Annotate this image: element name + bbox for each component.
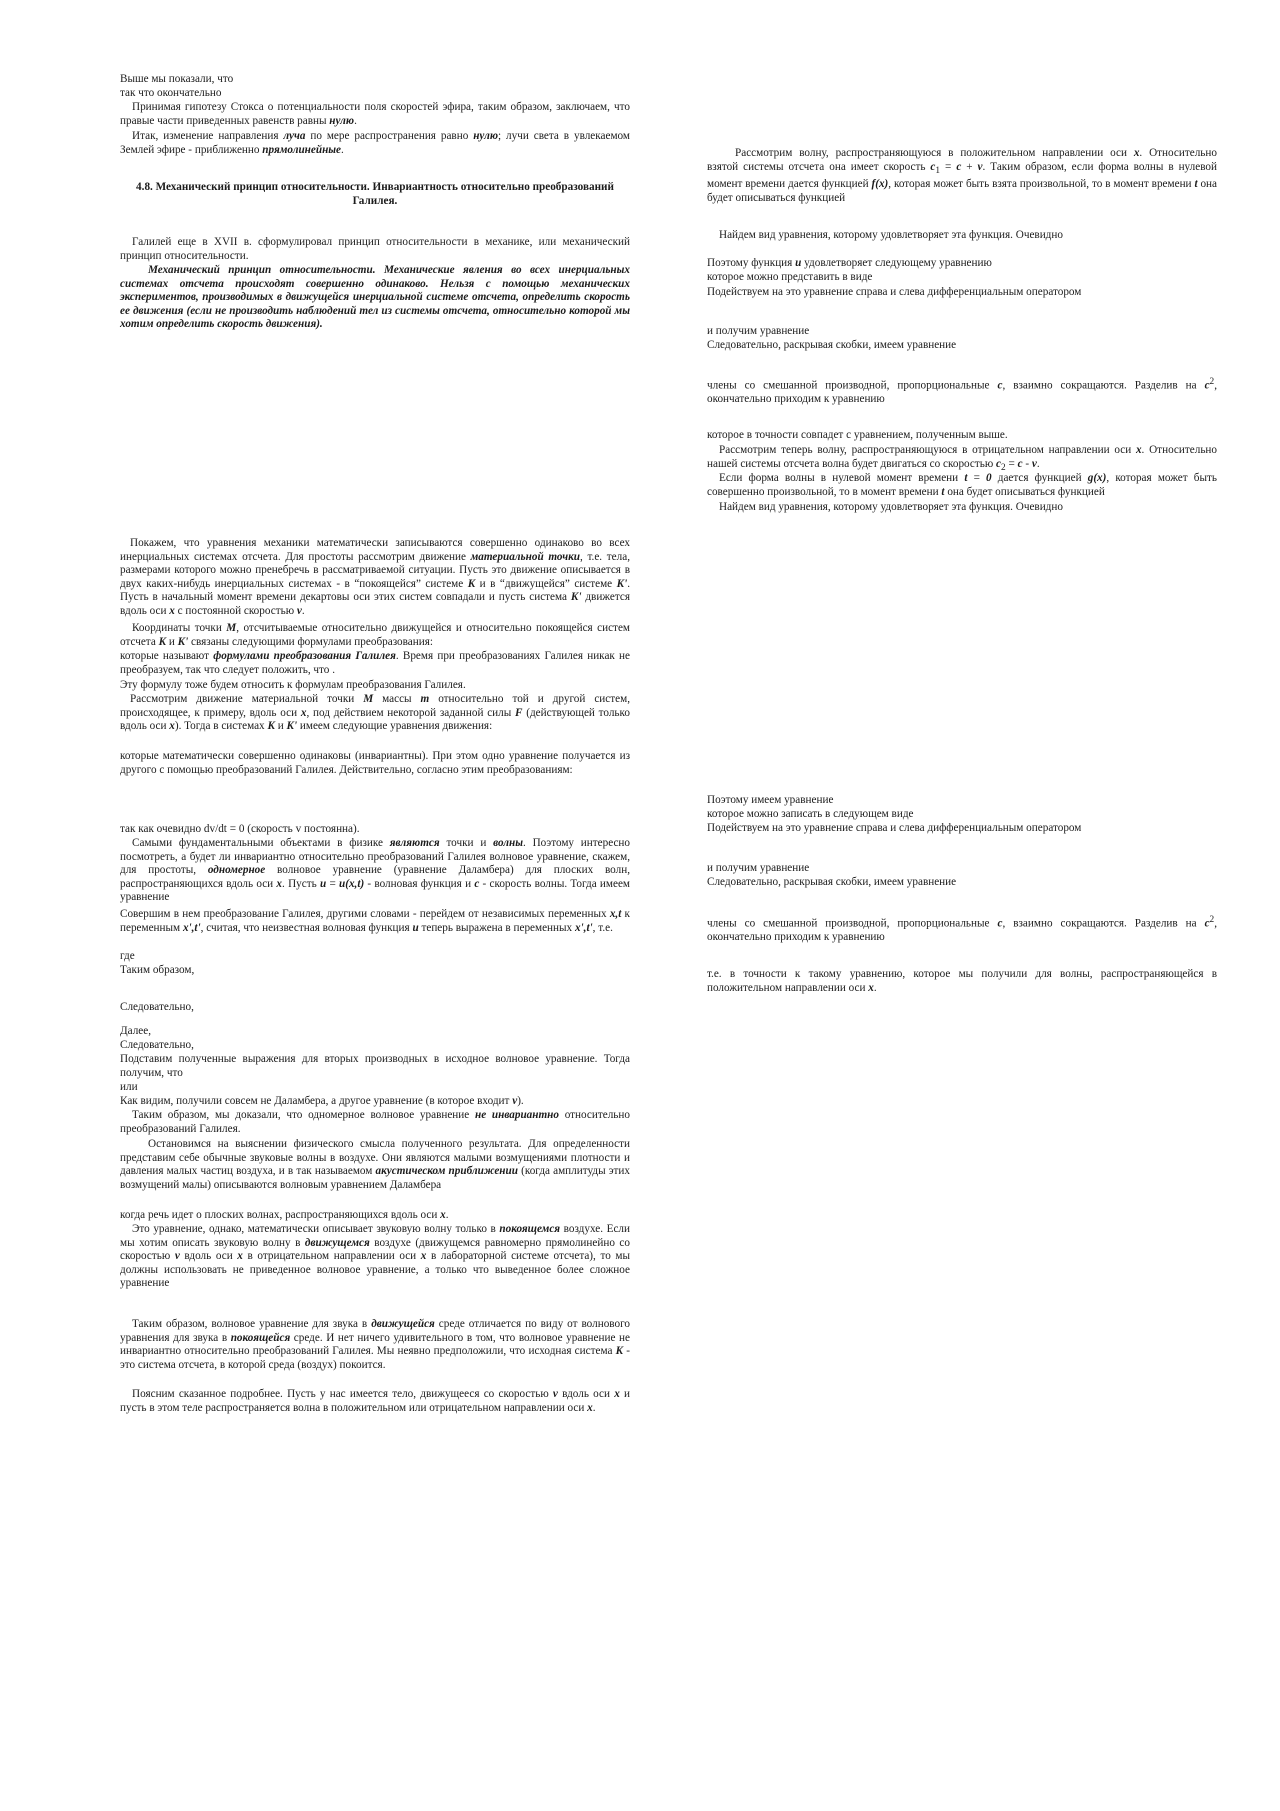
text-run: . [301,604,305,617]
paragraph [120,908,630,935]
text-run: . Поэтому интересно посмотреть, а будет ли инвариантно относительно преобразований Галилея волновое уравнение, скажем, для простоты, [120,837,630,877]
paragraph [120,1095,630,1109]
text-run: Совершим в нем преобразование Галилея, другими словами - перейдем от независимых переменных [120,908,610,920]
text-run: Рассмотрим волну, распространяющуюся в положительном направлении оси [735,147,1134,159]
paragraph [120,1388,630,1415]
emphasis: x [169,720,175,733]
paragraph: и получим уравнение [707,862,810,874]
emphasis: формулами преобразования Галилея [213,650,396,662]
emphasis: одномерное [207,864,266,877]
text-run: члены со смешанной производной, пропорциональные [707,917,998,930]
emphasis: K' [177,635,189,648]
text-run: и [166,635,178,648]
paragraph: Поэтому имеем уравнение [707,794,834,806]
text-run: . [592,1401,596,1414]
text-run: воздухе (движущемся равномерно прямолинейно со скоростью [120,1236,630,1263]
emphasis: прямолинейные [262,143,342,156]
text-run: ; лучи света в увлекаемом Землей эфире - приближенно [120,130,630,156]
text-run: Поэтому функция [707,257,796,269]
text-run: - [1022,457,1032,470]
paragraph: Эту формулу тоже будем относить к формулам преобразования Галилея. [120,679,466,691]
text-run: - это система отсчета, в которой среда (воздух) покоится. [120,1345,630,1371]
paragraph [120,1138,630,1192]
paragraph [120,1318,630,1372]
text-run: = [940,160,957,173]
text-run: Рассмотрим движение материальной точки [130,693,364,705]
paragraph: которое можно представить в виде [707,271,873,283]
text-run: (действующей только вдоль оси [120,706,630,733]
emphasis: c [1204,917,1210,930]
text-run: дается функцией [991,472,1088,484]
paragraph: где [120,950,135,962]
emphasis: x [440,1209,446,1221]
text-run: . [873,981,877,994]
paragraph: так что окончательно [120,87,222,99]
text-run: воздухе. Если мы хотим описать звуковую волну в [120,1223,631,1249]
text-run: среде отличается по виду от волнового уравнения для звука в [120,1318,630,1344]
text-run: Это уравнение, однако, математически описывает звуковую волну только в [132,1223,500,1235]
emphasis: F [515,706,523,719]
text-run: . [445,1209,449,1221]
text-run: , считая, что неизвестная волновая функция [200,921,413,934]
paragraph: Галилей еще в XVII в. сформулировал принцип относительности в механике, или механический принцип относительности. [120,236,630,262]
paragraph: Подействуем на это уравнение справа и слева дифференциальным оператором [707,286,1082,298]
text-run: и [274,720,287,733]
text-run: . Пусть [282,877,320,890]
text-run: . [354,114,357,127]
text-run: Координаты точки [132,622,227,634]
text-run: Таким образом, волновое уравнение для звука в [132,1318,372,1330]
paragraph [120,537,630,619]
text-run: теперь выражена в переменных [418,921,575,934]
emphasis: не инвариантно [474,1109,559,1121]
paragraph [120,837,630,905]
emphasis: v [552,1388,558,1400]
paragraph: которые математически совершенно одинаковы (инвариантны). При этом одно уравнение получается из другого с помощью преобразований Галилея. Действительно, согласно этим преобразованиям: [120,750,630,776]
emphasis: u [319,877,327,890]
paragraph [120,101,630,128]
text-run: в отрицательном направлении оси [242,1250,421,1263]
paragraph [707,444,1217,475]
text-run: и пусть в этом теле распространяется волна в положительном или отрицательном направлении оси [120,1388,631,1414]
emphasis: v [1031,457,1037,470]
emphasis: c [996,457,1002,470]
paragraph [707,914,1217,945]
emphasis: c [997,379,1003,392]
emphasis: x',t' [182,921,201,934]
text-run: Поясним сказанное подробнее. Пусть у нас имеется тело, движущееся со скоростью [132,1388,553,1400]
emphasis: являются [389,837,440,849]
emphasis: покоящемся [499,1223,561,1235]
emphasis: нулю [473,130,498,142]
text-run: . Таким образом, если форма волны в нулевой момент времени дается функцией [707,160,1217,191]
text-run: Самыми фундаментальными объектами в физике [132,837,390,849]
paragraph: Следовательно, раскрывая скобки, имеем уравнение [707,339,957,351]
emphasis: x [300,706,307,719]
paragraph [120,1223,630,1291]
emphasis: акустическом приближении [375,1165,518,1178]
text-run: в лабораторной системе отсчета), то мы должны использовать не приведенное волновое уравнение, а только что выведенное более сложное уравнение [120,1250,630,1290]
text-run: . Время при преобразованиях Галилея никак не преобразуем, так что следует положить, что . [120,650,631,676]
emphasis: x [276,877,283,890]
text-run: Как видим, получили совсем не Даламбера, а другое уравнение (в которое входит [120,1095,513,1107]
text-run: . Относительно нашей системы отсчета волна будет двигаться со скоростью [707,444,1218,470]
text-run: т.е. в точности к такому уравнению, которое мы получили для волны, распространяющейся в положительном направлении оси [707,968,1217,994]
section-heading: 4.8. Механический принцип относительности. Инвариантность относительно преобразований Галилея. [136,181,614,207]
emphasis: g(x) [1087,472,1107,484]
subscript: 2 [1001,462,1006,473]
text-run: = [967,472,987,484]
emphasis: x [614,1388,620,1400]
text-run: удовлетворяет следующему уравнению [801,257,992,269]
text-run: Покажем, что уравнения механики математически записываются совершенно одинаково во всех инерциальных системах отсчета. Для простоты рассмотрим движение [120,537,630,563]
text-run: она будет описываться функцией [707,178,1218,205]
text-run: . [341,143,344,156]
text-run: движется вдоль оси [120,591,630,617]
text-run: имеем следующие уравнения движения: [297,720,493,733]
text-run: , взаимно сокращаются. Разделив на [1002,917,1205,930]
emphasis: t [1194,178,1198,191]
emphasis: f(x) [871,178,889,191]
emphasis: M [363,693,374,705]
emphasis: 0 [986,472,992,484]
paragraph: Следовательно, [120,1001,194,1013]
emphasis: K [267,720,275,733]
paragraph: Далее, [120,1025,152,1037]
paragraph [120,1109,630,1136]
text-run: с постоянной скоростью [174,604,297,617]
emphasis: K [467,577,476,590]
paragraph [707,472,1217,499]
emphasis: луча [283,130,306,142]
paragraph [120,693,630,734]
principle-statement [120,264,630,332]
text-run: вдоль оси [557,1388,615,1400]
paragraph: Выше мы показали, что [120,73,234,85]
paragraph: Найдем вид уравнения, которому удовлетворяет эта функция. Очевидно [719,501,1063,513]
text-run: к переменным [120,908,630,934]
emphasis: u(x,t) [339,877,365,890]
text-run: - волновая функция и [364,877,475,890]
superscript: 2 [1209,915,1215,925]
emphasis: x [237,1250,243,1263]
text-run: точки и [439,837,494,849]
text-run: волновое уравнение (уравнение Даламбера) для плоских волн, распространяющихся вдоль оси [120,864,630,890]
paragraph: или [120,1081,138,1093]
paragraph [120,622,630,649]
emphasis: x [868,981,874,994]
text-run: относительно той и другой систем, происходящее, к примеру, вдоль оси [120,693,630,719]
emphasis: u [412,921,419,934]
text-run: , взаимно сокращаются. Разделив на [1002,379,1205,392]
emphasis: c [930,160,936,173]
emphasis: x [169,604,175,617]
text-run: которые называют [120,650,214,662]
emphasis: нулю [329,114,355,127]
paragraph: и получим уравнение [707,325,810,337]
paragraph [707,968,1217,995]
emphasis: c [474,877,480,890]
emphasis: K' [286,720,298,733]
text-run: , отсчитываемые относительно движущейся и относительно покоящейся систем отсчета [120,622,630,648]
emphasis: u [795,257,802,269]
text-run: Рассмотрим теперь волну, распространяющуюся в отрицательном направлении оси [719,444,1136,456]
paragraph: Следовательно, [120,1039,194,1051]
emphasis: покоящейся [230,1331,291,1344]
text-run: . Пусть в начальный момент времени декартовы оси этих систем совпадали и пусть система [120,577,631,604]
emphasis: x,t [609,908,622,920]
emphasis: движущейся [371,1318,435,1330]
paragraph [707,147,1217,206]
text-run: , т.е. [592,921,613,934]
emphasis: волны [493,837,523,849]
text-run: (когда амплитуды этих возмущений малы) описываются волновым уравнением Даламбера [120,1165,631,1191]
emphasis: c [1204,379,1210,392]
paragraph [120,1209,630,1223]
paragraph: Найдем вид уравнения, которому удовлетворяет эта функция. Очевидно [719,229,1063,241]
text-run: Итак, изменение направления [132,130,284,142]
emphasis: x [420,1250,427,1263]
text-run: члены со смешанной производной, пропорциональные [707,379,998,392]
text-run: + [961,160,978,173]
text-run: . Относительно взятой системы отсчета она имеет скорость [707,147,1217,173]
text-run: - скорость волны. Тогда имеем уравнение [120,877,630,904]
paragraph [120,650,630,677]
text-run: Принимая гипотезу Стокса о потенциальности поля скоростей эфира, таким образом, заключаем, что правые части приведенных равенств равны [120,101,630,127]
paragraph: Таким образом, [120,964,195,976]
text-run: = [326,877,339,890]
emphasis: t [941,485,945,498]
emphasis: c [997,917,1003,930]
emphasis: v [174,1250,180,1263]
emphasis: x [1135,444,1142,456]
paragraph: так как очевидно dv/dt = 0 (скорость v постоянна). [120,823,360,835]
paragraph [120,130,630,157]
text-run: ). [517,1095,524,1107]
text-run: она будет описываться функцией [944,485,1105,498]
text-run: Таким образом, мы доказали, что одномерное волновое уравнение [132,1109,475,1121]
paragraph: Подействуем на это уравнение справа и слева дифференциальным оператором [707,822,1082,834]
paragraph: которое в точности совпадет с уравнением, полученным выше. [707,429,1008,441]
text-run: по мере распространения равно [305,130,474,142]
emphasis: t [964,472,968,484]
emphasis: M [226,622,237,634]
paragraph [707,257,1217,271]
text-run: , окончательно приходим к уравнению [707,379,1217,406]
superscript: 2 [1209,377,1215,387]
paragraph: Подставим полученные выражения для вторых производных в исходное волновое уравнение. Тогда получим, что [120,1053,630,1079]
emphasis: K [158,635,167,648]
text-run: когда речь идет о плоских волнах, распространяющихся вдоль оси [120,1209,441,1221]
emphasis: K' [616,577,628,590]
emphasis: x [1133,147,1140,159]
text-run: среде. И нет ничего удивительного в том, что волновое уравнение не инвариантно относительно преобразований Галилея. Мы неявно предположили, что исходная система [120,1331,630,1358]
emphasis: v [512,1095,518,1107]
emphasis: материальной точки [470,550,581,563]
emphasis: K [615,1345,624,1358]
emphasis: движущемся [304,1236,370,1249]
text-run: , которая может быть совершенно произвольной, то в момент времени [707,472,1217,498]
text-run: массы [373,693,421,705]
text-run: = [1005,457,1018,470]
text-run: относительно преобразований Галилея. [120,1109,630,1135]
text-run: , которая может быть взята произвольной, то в момент времени [888,178,1195,191]
emphasis: Механический принцип относительности. Механические явления во всех инерциальных системах отсчета происходят совершенно одинаково. Нельзя с помощью механических экспериментов, производимых в движущейся инерциальной системе отсчета, определить скорость ее движения (если не производить наблюдений тел из системы отсчета, относительно которой мы хотим определить скорость движения). [120,264,630,331]
paragraph: Следовательно, раскрывая скобки, имеем уравнение [707,876,957,888]
text-run: и в “движущейся” системе [475,577,617,590]
paragraph: которое можно записать в следующем виде [707,808,914,820]
emphasis: x [587,1401,593,1414]
text-run: , окончательно приходим к уравнению [707,917,1217,944]
text-run: связаны следующими формулами преобразования: [188,635,433,648]
emphasis: c [1017,457,1023,470]
text-run: вдоль оси [179,1250,238,1263]
emphasis: m [420,693,430,705]
emphasis: v [977,160,983,173]
emphasis: x',t' [574,921,593,934]
text-run: Если форма волны в нулевой момент времени [719,472,965,484]
emphasis: c [956,160,962,173]
text-run: ). Тогда в системах [174,720,268,733]
emphasis: v [296,604,302,617]
text-run: . [1036,457,1040,470]
text-run: Остановимся на выяснении физического смысла полученного результата. Для определенности представим себе обычные звуковые волны в воздухе. Они являются малыми возмущениями плотности и давления малых частиц воздуха, и в так называемом [120,1138,630,1178]
subscript: 1 [935,165,941,176]
paragraph [707,376,1217,407]
text-run: , под действием некоторой заданной силы [306,706,516,719]
emphasis: K' [570,591,582,604]
text-run: , т.е. тела, размерами которого можно пренебречь в рассматриваемой ситуации. Пусть это движение описывается в двух каких-нибудь инерциальных системах - в “покоящейся” системе [120,550,630,590]
